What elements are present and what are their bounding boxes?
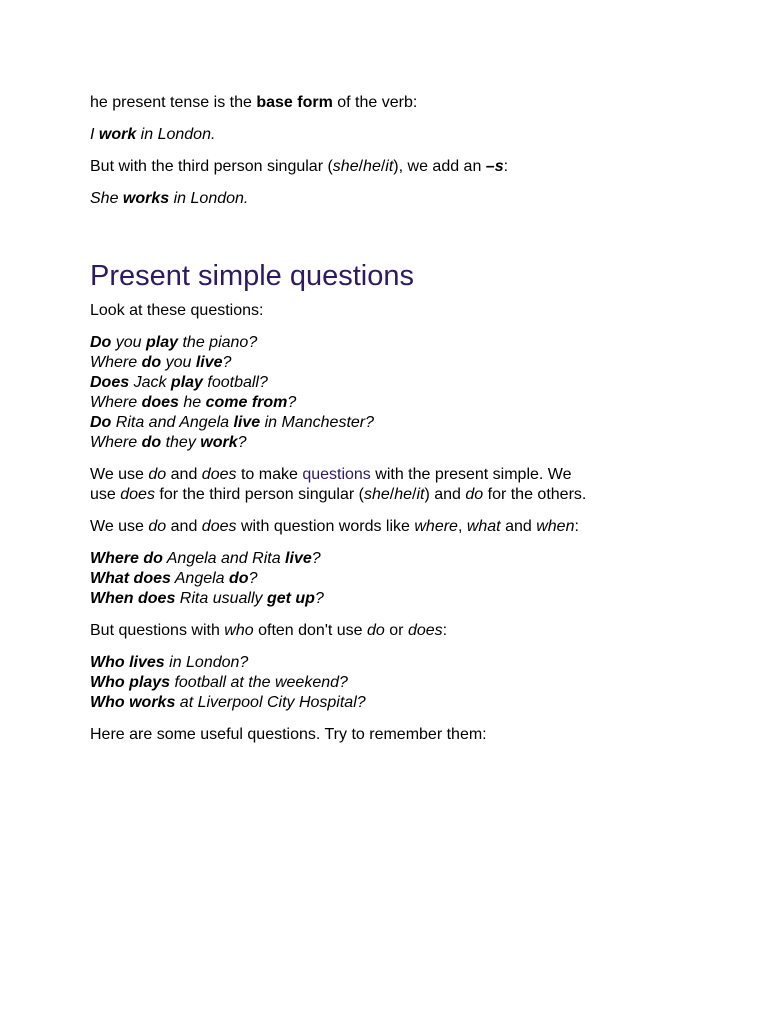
aux: Does [90, 374, 130, 391]
question-line [90, 549, 650, 569]
question-examples [90, 333, 650, 453]
text: ), we add an [393, 158, 486, 175]
question-line [90, 589, 650, 609]
term: do [148, 518, 167, 535]
text: the piano? [178, 334, 258, 351]
text: he present tense is the [90, 94, 257, 111]
text: for the third person singular ( [154, 486, 364, 503]
aux: do [141, 354, 162, 371]
bold-verb: work [98, 126, 137, 143]
verb: get up [266, 590, 315, 607]
pronoun: he [363, 158, 381, 175]
question-line [90, 569, 650, 589]
text: and [166, 518, 202, 535]
text: ? [311, 550, 321, 567]
aux: does [141, 394, 179, 411]
text: with the present simple. We [370, 466, 572, 483]
term: where [414, 518, 458, 535]
text: football at the weekend? [170, 674, 348, 691]
question-line [90, 353, 650, 373]
term: does [201, 518, 237, 535]
slash: / [358, 158, 364, 175]
text: ? [248, 570, 258, 587]
term: who [224, 622, 254, 639]
question-line [90, 653, 650, 673]
text: But with the third person singular ( [90, 158, 333, 175]
text: : [442, 622, 448, 639]
who-verb: Who works [90, 694, 176, 711]
verb: live [285, 550, 312, 567]
text: ? [237, 434, 247, 451]
question-line [90, 373, 650, 393]
question-line [90, 333, 650, 353]
text: But questions with [90, 622, 225, 639]
text-line [90, 465, 650, 485]
verb: do [229, 570, 249, 587]
question-line [90, 393, 650, 413]
wh-aux: What does [90, 570, 171, 587]
text: We use [90, 518, 149, 535]
question-line [90, 673, 650, 693]
text: at Liverpool City Hospital? [175, 694, 366, 711]
text: and [500, 518, 537, 535]
term: does [120, 486, 155, 503]
text-line [90, 485, 650, 505]
aux: do [141, 434, 162, 451]
aux: Do [90, 334, 112, 351]
pronoun: she [363, 486, 390, 503]
who-paragraph [90, 621, 650, 641]
who-question-examples [90, 653, 650, 713]
verb: work [200, 434, 238, 451]
text: Where [90, 354, 142, 371]
term: when [536, 518, 575, 535]
term: does [201, 466, 237, 483]
pronoun: it [416, 486, 425, 503]
intro-paragraph [90, 93, 650, 113]
bold-term: base form [256, 94, 333, 111]
text: you [161, 354, 196, 371]
term: what [466, 518, 501, 535]
example-sentence [90, 125, 650, 145]
text: use [90, 486, 121, 503]
text: ? [222, 354, 232, 371]
questions-link[interactable]: questions [302, 466, 371, 483]
text: Angela and Rita [162, 550, 286, 567]
text: We use [90, 466, 149, 483]
slash: / [389, 486, 395, 503]
question-words-paragraph [90, 517, 650, 537]
term: do [465, 486, 484, 503]
text: in London? [164, 654, 249, 671]
text: : [503, 158, 509, 175]
verb: play [170, 374, 203, 391]
text: often don't use [253, 622, 368, 639]
slash: / [380, 158, 386, 175]
text: I [90, 126, 99, 143]
term: do [148, 466, 167, 483]
text: ? [287, 394, 297, 411]
text: ? [314, 590, 324, 607]
wh-aux: When does [90, 590, 176, 607]
text: in London. [136, 126, 216, 143]
text: Rita and Angela [111, 414, 234, 431]
slash: / [412, 486, 417, 503]
pronoun: he [394, 486, 412, 503]
term: does [407, 622, 443, 639]
wh-aux: Where do [90, 550, 163, 567]
verb: play [146, 334, 179, 351]
question-line [90, 693, 650, 713]
verb: live [195, 354, 223, 371]
aux: Do [90, 414, 112, 431]
text: they [161, 434, 201, 451]
text: Rita usually [175, 590, 267, 607]
text: with question words like [236, 518, 415, 535]
question-line [90, 433, 650, 453]
text: ) and [424, 486, 466, 503]
question-line [90, 413, 650, 433]
text: of the verb: [332, 94, 418, 111]
usage-paragraph [90, 465, 650, 505]
example-sentence [90, 189, 650, 209]
text: Where [90, 434, 142, 451]
bold-verb: works [122, 190, 170, 207]
text: Jack [129, 374, 171, 391]
term: do [367, 622, 385, 639]
text: he [178, 394, 206, 411]
section-heading: Present simple questions [90, 260, 414, 292]
document-body [90, 93, 650, 745]
closing-text: Here are some useful questions. Try to remember them: [90, 726, 487, 743]
text: , [457, 518, 467, 535]
text: Where [90, 394, 142, 411]
text: and [166, 466, 202, 483]
third-person-paragraph [90, 157, 650, 177]
verb: live [233, 414, 261, 431]
text: for the others. [483, 486, 587, 503]
pronoun: she [332, 158, 359, 175]
text: Angela [170, 570, 230, 587]
text: you [111, 334, 147, 351]
text: football? [202, 374, 268, 391]
who-verb: Who lives [90, 654, 165, 671]
lead-text: Look at these questions: [90, 302, 264, 319]
text: to make [236, 466, 303, 483]
who-verb: Who plays [90, 674, 171, 691]
suffix: –s [485, 158, 504, 175]
text: : [574, 518, 579, 535]
text: She [90, 190, 123, 207]
text: in Manchester? [260, 414, 375, 431]
verb: come from [205, 394, 288, 411]
wh-question-examples [90, 549, 650, 609]
text: or [384, 622, 408, 639]
text: in London. [169, 190, 249, 207]
pronoun: it [385, 158, 394, 175]
